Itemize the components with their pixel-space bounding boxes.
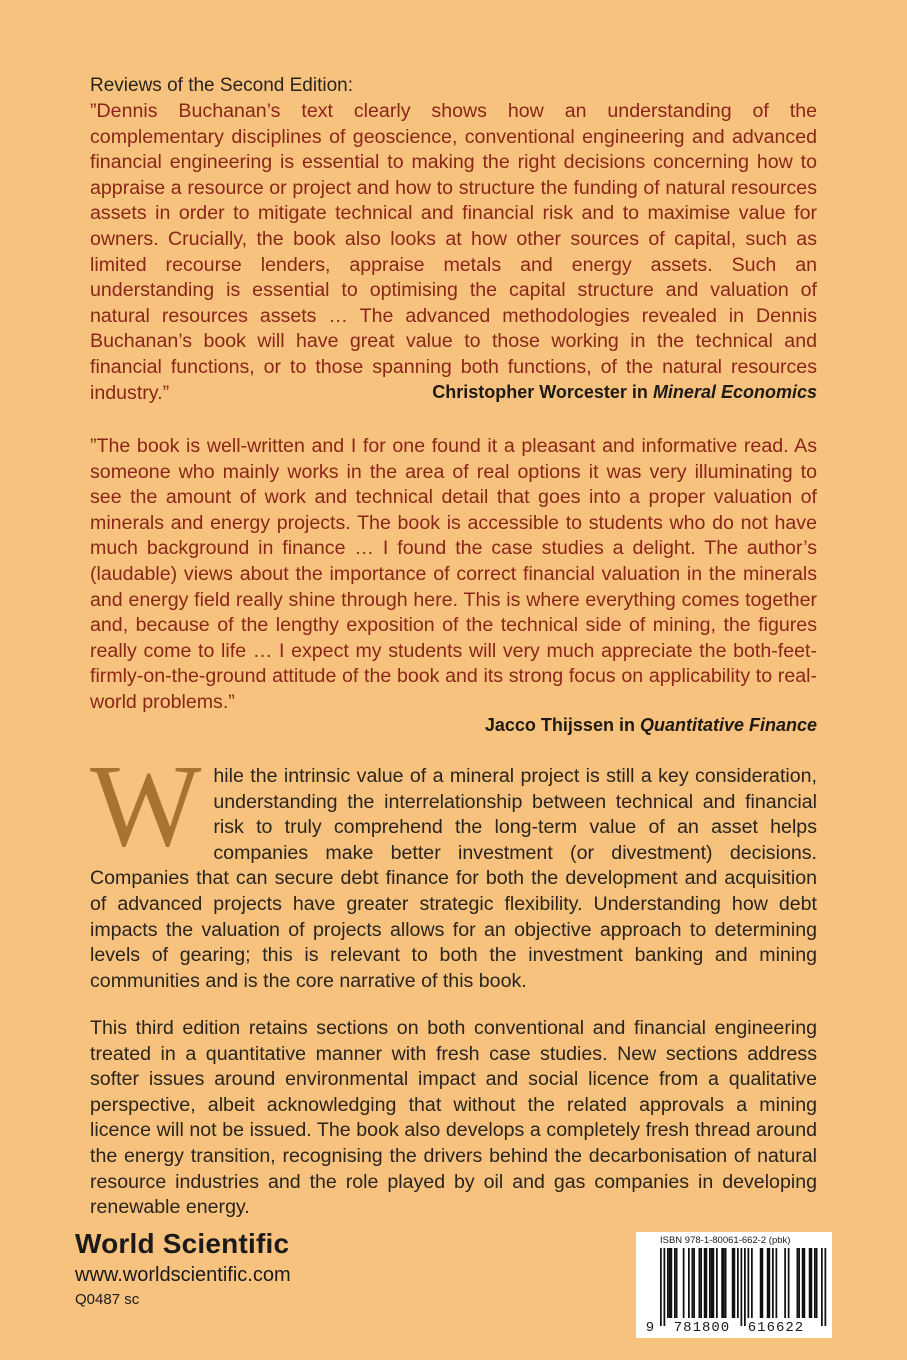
barcode-bar [725, 1248, 727, 1318]
barcode-bar [683, 1248, 685, 1318]
barcode-bar [706, 1248, 708, 1318]
barcode-bar [797, 1248, 799, 1318]
barcode-bar [734, 1248, 736, 1318]
review-quote-1: ”Dennis Buchanan’s text clearly shows how an understanding of the complementary disciplines of geoscience, conventional engineering and advanced financial engineering is essential to making the right decisions concerning how to appraise a resource or project and how to structure the funding of natural resources assets in order to mitigate technical and financial risk and to maximise value for owners. Crucially, the book also looks at how other sources of capital, such as limited recourse lenders, appraise metals and energy assets. Such an understanding is essential to optimising the capital structure and valuation of natural resources assets … The advanced methodologies revealed in Dennis Buchanan’s book will have great value to those working in the technical and financial functions, or to those spanning both functions, of the natural resources industry.” [90, 100, 817, 404]
barcode-bar [788, 1248, 790, 1318]
barcode-bar [721, 1248, 723, 1318]
barcode-bar [723, 1248, 725, 1318]
barcode-bar [671, 1248, 673, 1318]
barcode-bar [825, 1248, 827, 1326]
reviews-heading: Reviews of the Second Edition: [90, 75, 353, 96]
barcode-bar [802, 1248, 804, 1318]
barcode-bar [748, 1248, 750, 1318]
barcode-bar [664, 1248, 666, 1326]
description-paragraph-1-text: hile the intrinsic value of a mineral project is still a key consideration, understanding the interrelationship between technical and financial risk to truly comprehend the long-term value of an asset helps companies make better investment (or divestment) decisions. Companies that can secure debt finance for both the development and acquisition of advanced projects have greater strategic flexibility. Understanding how debt impacts the valuation of projects allows for an objective approach to determining levels of gearing; this is relevant to both the investment banking and mining communities and is the core narrative of this book. [90, 765, 817, 992]
barcode-bar [713, 1248, 715, 1318]
barcode-bar [699, 1248, 701, 1318]
barcode-graphic [636, 1232, 832, 1338]
barcode-bar [704, 1248, 706, 1318]
barcode-bar [769, 1248, 771, 1318]
product-code: Q0487 sc [75, 1291, 140, 1308]
barcode-bar [693, 1248, 695, 1318]
barcode-bar [751, 1248, 753, 1318]
barcode-bar [809, 1248, 811, 1318]
barcode-bar [772, 1248, 774, 1318]
barcode-digit-lead: 9 [645, 1320, 655, 1336]
barcode-bar [811, 1248, 813, 1318]
review-publication-2: Quantitative Finance [639, 715, 817, 735]
barcode-digits-right: 616622 [747, 1320, 805, 1336]
review-quote-2: ”The book is well-written and I for one found it a pleasant and informative read. As someone who mainly works in the area of real options it was very illuminating to see the amount of work and technical detail that goes into a proper valuation of minerals and energy projects. The book is accessible to students who do not have much background in finance … I found the case studies a delight. The author’s (laudable) views about the importance of correct financial valuation in the minerals and energy field really shine through here. This is where everything comes together and, because of the lengthy exposition of the technical side of mining, the figures really come to life … I expect my students will very much appreciate the both-feet-firmly-on-the-ground attitude of the book and its strong focus on applicability to real-world problems.” [90, 435, 817, 713]
barcode-bar [767, 1248, 769, 1318]
barcode-bar [762, 1248, 764, 1318]
barcode-digits-left: 781800 [673, 1320, 731, 1336]
publisher-block [75, 1228, 291, 1310]
barcode-bar [700, 1248, 702, 1318]
barcode-bar [711, 1248, 713, 1318]
barcode-bar [667, 1248, 669, 1318]
barcode-bar [798, 1248, 800, 1318]
barcode-bar [744, 1248, 746, 1326]
barcode-bar [804, 1248, 806, 1318]
barcode-bar [660, 1248, 662, 1326]
review-publication-1: Mineral Economics [652, 382, 817, 402]
barcode-bar [716, 1248, 718, 1318]
barcode-bar [692, 1248, 694, 1318]
barcode-bar [674, 1248, 676, 1318]
barcode-bar [669, 1248, 671, 1318]
drop-cap: W [90, 740, 202, 871]
publisher-name: World Scientific [75, 1228, 290, 1259]
barcode-bar [709, 1248, 711, 1318]
review-attribution-1 [432, 382, 817, 403]
barcode-bar [737, 1248, 739, 1318]
barcode-bar [821, 1248, 823, 1326]
review-attribution-2 [485, 715, 817, 736]
barcode-bar [816, 1248, 818, 1318]
reviewer-name-1: Christopher Worcester in [432, 382, 653, 402]
barcode-bar [814, 1248, 816, 1318]
barcode-bar [676, 1248, 678, 1318]
barcode-bar [784, 1248, 786, 1318]
description-paragraph-1 [90, 740, 817, 994]
barcode-bar [688, 1248, 690, 1318]
isbn-barcode [636, 1232, 832, 1338]
barcode-bar [776, 1248, 778, 1318]
barcode-bars [660, 1248, 826, 1326]
barcode-bar [760, 1248, 762, 1318]
publisher-url[interactable]: www.worldscientific.com [75, 1264, 291, 1286]
barcode-bar [732, 1248, 734, 1318]
reviewer-name-2: Jacco Thijssen in [484, 715, 640, 735]
barcode-bar [741, 1248, 743, 1326]
description-paragraph-2: This third edition retains sections on both conventional and financial engineering treated in a quantitative manner with fresh case studies. New sections address softer issues around environmental impact and social licence from a qualitative perspective, albeit acknowledging that without the related approvals a mining licence will not be issued. The book also develops a completely fresh thread around the energy transition, recognising the drivers behind the decarbonisation of natural resource industries and the role played by oil and gas companies in developing renewable energy. [90, 1017, 817, 1219]
isbn-label: ISBN 978-1-80061-662-2 (pbk) [660, 1235, 791, 1246]
